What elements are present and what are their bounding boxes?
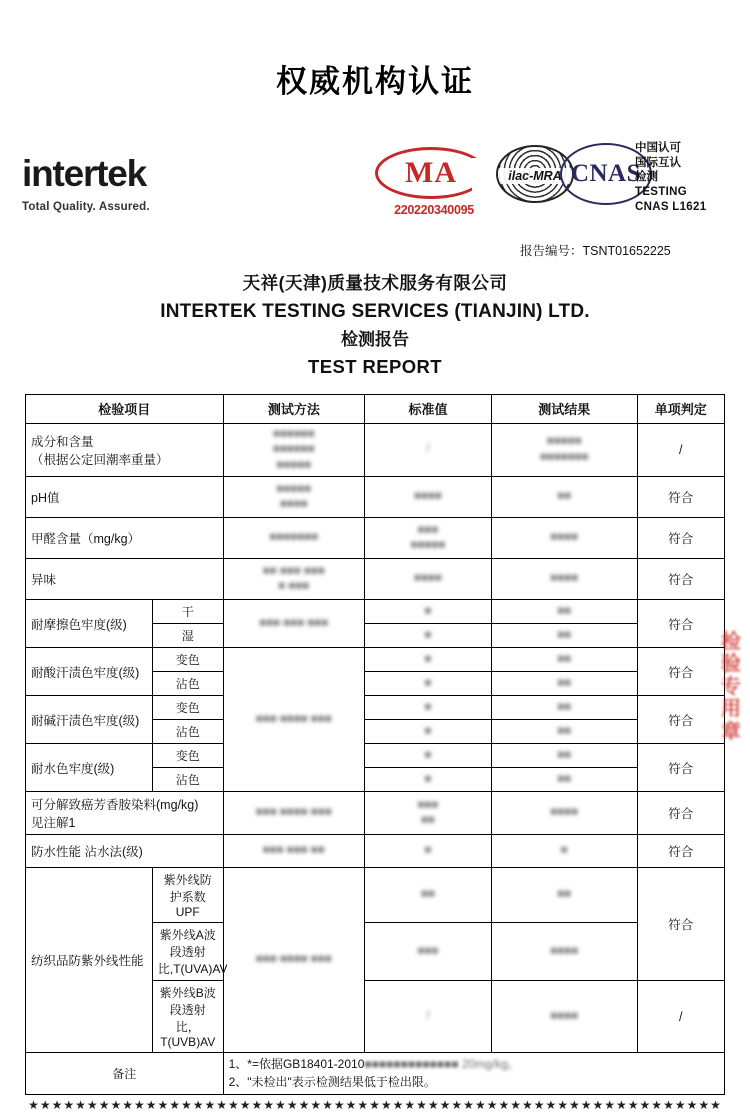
- cell-result: ■■: [491, 696, 637, 720]
- cma-seal: [375, 147, 493, 217]
- cell-result: ■■: [491, 768, 637, 792]
- subitem-colour-change: 变色: [152, 696, 223, 720]
- subitem-colour-change: 变色: [152, 648, 223, 672]
- cell-standard: ■■■■: [365, 559, 492, 600]
- subitem-dry: 干: [152, 600, 223, 624]
- cell-standard: ■■■: [365, 923, 492, 981]
- table-row: [26, 648, 725, 672]
- cell-result: ■■■■: [491, 792, 637, 835]
- column-header-method: 测试方法: [223, 394, 364, 423]
- table-header-row: [26, 394, 725, 423]
- cell-result: ■■: [491, 624, 637, 648]
- row-item-alkaline-perspiration: 耐碱汗渍色牢度(级): [26, 696, 153, 744]
- document-header: [0, 270, 750, 382]
- cell-standard: ■: [365, 768, 492, 792]
- column-header-standard: 标准值: [365, 394, 492, 423]
- certification-logos: [0, 141, 750, 256]
- cell-result: ■■■■: [491, 559, 637, 600]
- cnas-registration-no: CNAS L1621: [635, 200, 707, 213]
- table-row: [26, 835, 725, 868]
- cell-judgement: 符合: [637, 696, 724, 744]
- company-name-cn: 天祥(天津)质量技术服务有限公司: [242, 273, 508, 293]
- remark-body: [223, 1053, 724, 1095]
- report-number: 报告编号：TSNT01652225: [520, 244, 671, 258]
- cell-method: ■■■■■ ■■■■: [223, 477, 364, 518]
- subitem-uvb: 紫外线B波段透射比，T(UVB)AV: [152, 981, 223, 1053]
- cell-result: ■: [491, 835, 637, 868]
- cell-judgement: 符合: [637, 559, 724, 600]
- cell-standard: ■■■ ■■■■■: [365, 518, 492, 559]
- page-title: 权威机构认证: [276, 64, 474, 99]
- subitem-staining: 沾色: [152, 720, 223, 744]
- cell-result: ■■: [491, 868, 637, 923]
- cell-method: ■■■ ■■■■ ■■■: [223, 868, 364, 1053]
- cell-method: ■■■ ■■■ ■■: [223, 835, 364, 868]
- cell-result: ■■: [491, 720, 637, 744]
- table-row: [26, 518, 725, 559]
- ilac-label: ilac-MRA: [498, 168, 572, 184]
- cell-method: ■■■ ■■■■ ■■■: [223, 648, 364, 792]
- subitem-colour-change: 变色: [152, 744, 223, 768]
- remark-line-1-blurred: ■■■■■■■■■■■■■ 20mg/kg。: [364, 1057, 520, 1072]
- row-item-uv-protection: 纺织品防紫外线性能: [26, 868, 153, 1053]
- cell-standard: ■: [365, 720, 492, 744]
- row-item-formaldehyde: 甲醛含量（mg/kg）: [26, 518, 224, 559]
- company-name-en: INTERTEK TESTING SERVICES (TIANJIN) LTD.: [160, 301, 590, 323]
- composition-line-1: 成分和含量: [31, 434, 94, 449]
- row-item-water-repellency: 防水性能 沾水法(级): [26, 835, 224, 868]
- table-row: [26, 868, 725, 923]
- cell-standard: ■■■■: [365, 477, 492, 518]
- cell-judgement: 符合: [637, 868, 724, 981]
- cnas-testing-label: TESTING: [635, 186, 687, 199]
- cell-method: ■■ ■■■ ■■■ ■ ■■■: [223, 559, 364, 600]
- cell-standard: /: [365, 981, 492, 1053]
- row-item-acid-perspiration: 耐酸汗渍色牢度(级): [26, 648, 153, 696]
- cell-result: ■■: [491, 648, 637, 672]
- remark-label: 备注: [26, 1053, 224, 1095]
- subitem-staining: 沾色: [152, 768, 223, 792]
- table-row: [26, 477, 725, 518]
- column-header-item: 检验项目: [26, 394, 224, 423]
- cell-standard: ■: [365, 648, 492, 672]
- cell-judgement: 符合: [637, 792, 724, 835]
- cell-judgement: 符合: [637, 835, 724, 868]
- report-title-cn: 检测报告: [341, 329, 409, 349]
- cell-judgement: /: [637, 981, 724, 1053]
- cell-judgement: 符合: [637, 600, 724, 648]
- remark-line-1: 1、*=依据GB18401-2010: [228, 1057, 365, 1072]
- row-item-composition: [26, 423, 224, 477]
- cell-standard: ■: [365, 672, 492, 696]
- cell-result: ■■: [491, 477, 637, 518]
- row-item-azo-dyes: [26, 792, 224, 835]
- remark-line-2: 2、"未检出"表示检测结果低于检出限。: [228, 1074, 436, 1089]
- subitem-staining: 沾色: [152, 672, 223, 696]
- row-item-ph: pH值: [26, 477, 224, 518]
- cell-result: ■■■■: [491, 923, 637, 981]
- cell-method: ■■■■■■ ■■■■■■ ■■■■■: [223, 423, 364, 477]
- cell-judgement: 符合: [637, 518, 724, 559]
- cell-standard: ■■: [365, 868, 492, 923]
- azo-line-1: 可分解致癌芳香胺染料(mg/kg): [31, 798, 199, 813]
- cnas-accreditation-text: [635, 141, 706, 215]
- azo-line-2: 见注解1: [31, 816, 76, 831]
- cell-judgement: /: [637, 423, 724, 477]
- row-item-odour: 异味: [26, 559, 224, 600]
- composition-line-2: （根据公定回潮率重量）: [31, 452, 169, 467]
- column-header-judgement: 单项判定: [637, 394, 724, 423]
- report-title-en: TEST REPORT: [308, 355, 442, 377]
- cell-standard: ■: [365, 744, 492, 768]
- cell-standard: ■■■ ■■: [365, 792, 492, 835]
- cnas-line-1: 中国认可: [635, 142, 681, 154]
- cma-ring-icon: MA: [375, 147, 487, 199]
- cell-method: ■■■■■■■: [223, 518, 364, 559]
- cell-standard: ■: [365, 600, 492, 624]
- cell-result: ■■■■: [491, 518, 637, 559]
- intertek-wordmark: intertek: [22, 153, 147, 194]
- table-remark-row: [26, 1053, 725, 1095]
- cell-judgement: 符合: [637, 744, 724, 792]
- table-row: [26, 559, 725, 600]
- table-row: [26, 600, 725, 624]
- table-row: [26, 423, 725, 477]
- test-report-table: [25, 394, 725, 1095]
- subitem-uva: 紫外线A波段透射比,T(UVA)AV: [152, 923, 223, 981]
- row-item-rubbing-fastness: 耐摩擦色牢度(级): [26, 600, 153, 648]
- cell-judgement: 符合: [637, 477, 724, 518]
- cell-result: ■■■■: [491, 981, 637, 1053]
- cnas-line-2: 国际互认: [635, 156, 681, 169]
- cell-result: ■■: [491, 744, 637, 768]
- cell-result: ■■: [491, 600, 637, 624]
- cell-result: ■■: [491, 672, 637, 696]
- subitem-upf: 紫外线防护系数UPF: [152, 868, 223, 923]
- footer-star-divider: ★★★★★★★★★★★★★★★★★★★★★★★★★★★★★★★★★★★★★★★★★★★★★★★★★★★★★★★★★★★: [28, 1097, 722, 1112]
- column-header-result: 测试结果: [491, 394, 637, 423]
- cell-standard: ■: [365, 624, 492, 648]
- intertek-logo: [22, 155, 252, 213]
- cma-code: 220220340095: [394, 203, 474, 217]
- remark-line-1-wrap: [229, 1056, 719, 1073]
- cell-standard: /: [365, 423, 492, 477]
- inspection-seal: 检验专用章: [721, 631, 741, 743]
- cell-result: ■■■■■ ■■■■■■■: [491, 423, 637, 477]
- cell-standard: ■: [365, 696, 492, 720]
- cell-judgement: 符合: [637, 648, 724, 696]
- cnas-oval-icon: CNAS: [560, 143, 652, 205]
- table-row: [26, 696, 725, 720]
- row-item-water-fastness: 耐水色牢度(级): [26, 744, 153, 792]
- table-row: [26, 792, 725, 835]
- cell-method: ■■■ ■■■ ■■■: [223, 600, 364, 648]
- cell-method: ■■■ ■■■■ ■■■: [223, 792, 364, 835]
- subitem-wet: 湿: [152, 624, 223, 648]
- cell-standard: ■: [365, 835, 492, 868]
- intertek-tagline: Total Quality. Assured.: [22, 201, 150, 213]
- table-row: [26, 744, 725, 768]
- cnas-line-3: 检测: [635, 171, 658, 184]
